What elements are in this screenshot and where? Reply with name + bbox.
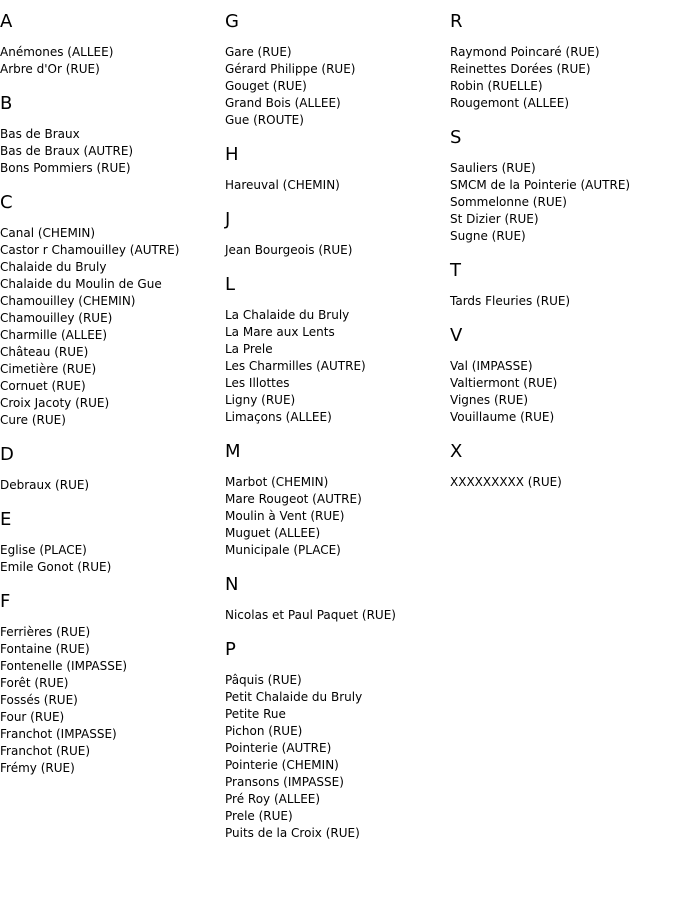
- street-index-column-3: [450, 10, 675, 505]
- street-link[interactable]: Château (RUE): [0, 345, 89, 359]
- street-link[interactable]: Grand Bois (ALLEE): [225, 96, 341, 110]
- street-link[interactable]: Hareuval (CHEMIN): [225, 178, 340, 192]
- street-link[interactable]: Petit Chalaide du Bruly: [225, 690, 363, 704]
- letter-heading: T: [450, 260, 461, 281]
- letter-heading: P: [225, 639, 236, 660]
- street-link[interactable]: Pointerie (CHEMIN): [225, 758, 339, 772]
- street-link[interactable]: Vouillaume (RUE): [450, 410, 555, 424]
- letter-heading: G: [225, 11, 239, 32]
- street-link[interactable]: Muguet (ALLEE): [225, 526, 321, 540]
- letter-group-j: [225, 208, 450, 259]
- letter-heading: C: [0, 192, 13, 213]
- letter-heading: F: [0, 591, 11, 612]
- street-link[interactable]: Sugne (RUE): [450, 229, 526, 243]
- street-link[interactable]: Castor r Chamouilley (AUTRE): [0, 243, 180, 257]
- letter-group-t: [450, 259, 675, 310]
- street-link[interactable]: Robin (RUELLE): [450, 79, 543, 93]
- street-link[interactable]: La Prele: [225, 342, 273, 356]
- letter-heading: R: [450, 11, 463, 32]
- letter-group-n: [225, 573, 450, 624]
- street-link[interactable]: Sommelonne (RUE): [450, 195, 567, 209]
- street-link[interactable]: Nicolas et Paul Paquet (RUE): [225, 608, 396, 622]
- letter-heading: H: [225, 144, 239, 165]
- letter-group-h: [225, 143, 450, 194]
- street-link[interactable]: Pransons (IMPASSE): [225, 775, 344, 789]
- street-link[interactable]: Les Charmilles (AUTRE): [225, 359, 366, 373]
- street-link[interactable]: Chamouilley (RUE): [0, 311, 113, 325]
- street-link[interactable]: Gue (ROUTE): [225, 113, 304, 127]
- street-link[interactable]: Pichon (RUE): [225, 724, 303, 738]
- street-link[interactable]: Bons Pommiers (RUE): [0, 161, 131, 175]
- street-link[interactable]: Chalaide du Moulin de Gue: [0, 277, 162, 291]
- letter-group-g: [225, 10, 450, 129]
- letter-heading: L: [225, 274, 236, 295]
- street-link[interactable]: Mare Rougeot (AUTRE): [225, 492, 362, 506]
- street-link[interactable]: SMCM de la Pointerie (AUTRE): [450, 178, 631, 192]
- letter-group-d: [0, 443, 225, 494]
- street-link[interactable]: Bas de Braux: [0, 127, 80, 141]
- street-link[interactable]: Petite Rue: [225, 707, 286, 721]
- street-link[interactable]: St Dizier (RUE): [450, 212, 539, 226]
- letter-heading: M: [225, 441, 241, 462]
- street-link[interactable]: XXXXXXXXX (RUE): [450, 475, 562, 489]
- street-link[interactable]: Ligny (RUE): [225, 393, 296, 407]
- letter-group-f: [0, 590, 225, 777]
- street-link[interactable]: Anémones (ALLEE): [0, 45, 114, 59]
- street-link[interactable]: Marbot (CHEMIN): [225, 475, 329, 489]
- letter-heading: S: [450, 127, 462, 148]
- street-link[interactable]: Val (IMPASSE): [450, 359, 533, 373]
- letter-group-x: [450, 440, 675, 491]
- street-link[interactable]: Franchot (RUE): [0, 744, 91, 758]
- letter-group-c: [0, 191, 225, 429]
- letter-heading: E: [0, 509, 12, 530]
- letter-heading: V: [450, 325, 463, 346]
- street-link[interactable]: Puits de la Croix (RUE): [225, 826, 360, 840]
- street-link[interactable]: La Mare aux Lents: [225, 325, 335, 339]
- street-link[interactable]: Four (RUE): [0, 710, 65, 724]
- street-link[interactable]: Fontenelle (IMPASSE): [0, 659, 128, 673]
- letter-heading: J: [225, 209, 231, 230]
- street-link[interactable]: Cimetière (RUE): [0, 362, 97, 376]
- letter-group-a: [0, 10, 225, 78]
- street-link[interactable]: Emile Gonot (RUE): [0, 560, 112, 574]
- letter-group-m: [225, 440, 450, 559]
- street-link[interactable]: Arbre d'Or (RUE): [0, 62, 100, 76]
- letter-group-s: [450, 126, 675, 245]
- street-link[interactable]: Rougemont (ALLEE): [450, 96, 570, 110]
- letter-group-e: [0, 508, 225, 576]
- street-link[interactable]: Croix Jacoty (RUE): [0, 396, 110, 410]
- street-link[interactable]: Valtiermont (RUE): [450, 376, 558, 390]
- letter-group-l: [225, 273, 450, 426]
- street-link[interactable]: Reinettes Dorées (RUE): [450, 62, 591, 76]
- letter-heading: B: [0, 93, 13, 114]
- street-link[interactable]: Fossés (RUE): [0, 693, 78, 707]
- letter-group-r: [450, 10, 675, 112]
- street-link[interactable]: Gouget (RUE): [225, 79, 307, 93]
- street-link[interactable]: Moulin à Vent (RUE): [225, 509, 345, 523]
- letter-heading: N: [225, 574, 239, 595]
- street-link[interactable]: Jean Bourgeois (RUE): [225, 243, 353, 257]
- street-link[interactable]: Pré Roy (ALLEE): [225, 792, 321, 806]
- street-link[interactable]: Gare (RUE): [225, 45, 292, 59]
- street-index-column-2: [225, 10, 450, 856]
- street-link[interactable]: Ferrières (RUE): [0, 625, 91, 639]
- letter-heading: D: [0, 444, 14, 465]
- letter-group-b: [0, 92, 225, 177]
- street-link[interactable]: Limaçons (ALLEE): [225, 410, 332, 424]
- street-link[interactable]: Pâquis (RUE): [225, 673, 302, 687]
- letter-group-v: [450, 324, 675, 426]
- street-link[interactable]: Cure (RUE): [0, 413, 66, 427]
- street-link[interactable]: Frémy (RUE): [0, 761, 75, 775]
- street-link[interactable]: Canal (CHEMIN): [0, 226, 96, 240]
- street-link[interactable]: Vignes (RUE): [450, 393, 529, 407]
- street-link[interactable]: Fontaine (RUE): [0, 642, 90, 656]
- street-link[interactable]: Chalaide du Bruly: [0, 260, 107, 274]
- street-link[interactable]: Prele (RUE): [225, 809, 293, 823]
- street-link[interactable]: Franchot (IMPASSE): [0, 727, 117, 741]
- street-link[interactable]: Cornuet (RUE): [0, 379, 86, 393]
- letter-heading: X: [450, 441, 463, 462]
- street-link[interactable]: Eglise (PLACE): [0, 543, 87, 557]
- street-link[interactable]: Pointerie (AUTRE): [225, 741, 332, 755]
- street-link[interactable]: Debraux (RUE): [0, 478, 90, 492]
- street-link[interactable]: Tards Fleuries (RUE): [450, 294, 571, 308]
- street-link[interactable]: Bas de Braux (AUTRE): [0, 144, 134, 158]
- street-link[interactable]: Sauliers (RUE): [450, 161, 536, 175]
- street-link[interactable]: Chamouilley (CHEMIN): [0, 294, 136, 308]
- street-link[interactable]: Charmille (ALLEE): [0, 328, 108, 342]
- street-link[interactable]: Raymond Poincaré (RUE): [450, 45, 600, 59]
- street-link[interactable]: La Chalaide du Bruly: [225, 308, 350, 322]
- letter-group-p: [225, 638, 450, 842]
- street-link[interactable]: Gérard Philippe (RUE): [225, 62, 356, 76]
- letter-heading: A: [0, 11, 13, 32]
- street-link[interactable]: Les Illottes: [225, 376, 290, 390]
- street-index-column-1: [0, 10, 225, 791]
- street-link[interactable]: Forêt (RUE): [0, 676, 69, 690]
- street-link[interactable]: Municipale (PLACE): [225, 543, 341, 557]
